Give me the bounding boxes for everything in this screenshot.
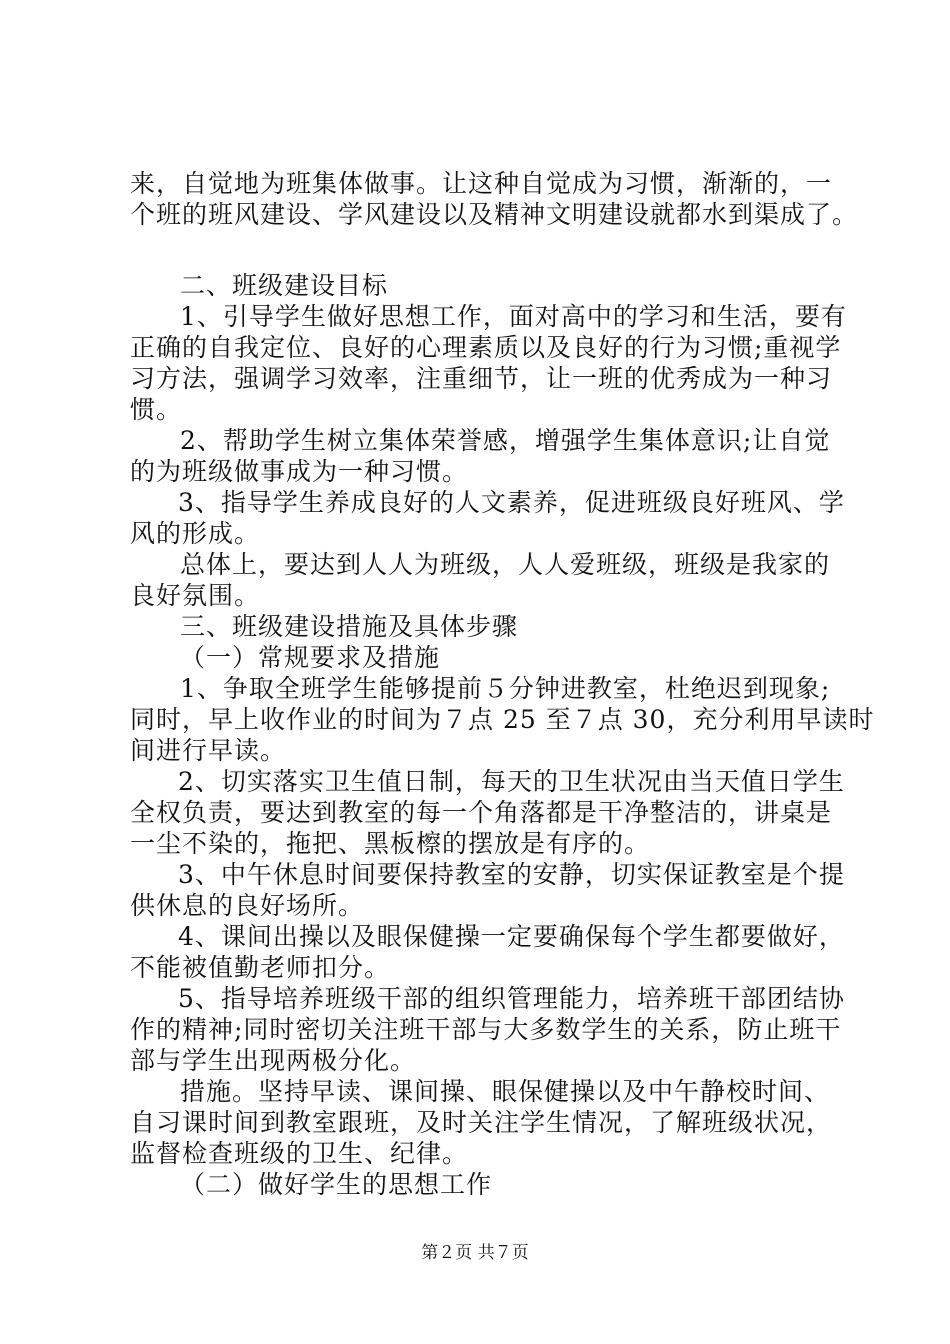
text-line: 4、课间出操以及眼保健操一定要确保每个学生都要做好， bbox=[178, 922, 845, 951]
text-line: 措施。坚持早读、课间操、眼保健操以及中午静校时间、 bbox=[180, 1077, 831, 1106]
text-line: 部与学生出现两极分化。 bbox=[130, 1046, 417, 1075]
paragraph bbox=[130, 766, 850, 859]
text-line: 习方法，强调学习效率，注重细节，让一班的优秀成为一种习 bbox=[130, 364, 833, 393]
text-line: 全权负责，要达到教室的每一个角落都是干净整洁的，讲桌是 bbox=[130, 798, 833, 827]
paragraph bbox=[130, 270, 850, 301]
text-line: 1、争取全班学生能够提前５分钟进教室，杜绝迟到现象; bbox=[180, 674, 831, 703]
text-line: 不能被值勤老师扣分。 bbox=[130, 953, 391, 982]
text-line: 2、帮助学生树立集体荣誉感，增强学生集体意识;让自觉 bbox=[180, 426, 831, 455]
document-body bbox=[130, 168, 875, 1200]
page-footer bbox=[0, 1242, 950, 1264]
paragraph bbox=[130, 549, 850, 611]
text-line: 3、指导学生养成良好的人文素养，促进班级良好班风、学 bbox=[178, 488, 845, 517]
paragraph bbox=[130, 983, 850, 1076]
text-line: 间进行早读。 bbox=[130, 736, 287, 765]
text-line: （二）做好学生的思想工作 bbox=[180, 1170, 493, 1199]
paragraph bbox=[130, 611, 850, 642]
text-line: （一）常规要求及措施 bbox=[180, 643, 441, 672]
text-line: 2、切实落实卫生值日制，每天的卫生状况由当天值日学生 bbox=[178, 767, 845, 796]
paragraph bbox=[130, 1076, 850, 1169]
text-line: 正确的自我定位、良好的心理素质以及良好的行为习惯;重视学 bbox=[130, 333, 842, 362]
text-line: 同时，早上收作业的时间为７点 25 至７点 30，充分利用早读时 bbox=[130, 705, 875, 734]
text-line: 作的精神;同时密切关注班干部与大多数学生的关系，防止班干 bbox=[130, 1015, 842, 1044]
paragraph bbox=[130, 642, 850, 673]
text-line: 1、引导学生做好思想工作，面对高中的学习和生活，要有 bbox=[180, 302, 847, 331]
text-line: 风的形成。 bbox=[130, 519, 261, 548]
text-line: 一尘不染的，拖把、黑板檫的摆放是有序的。 bbox=[130, 829, 651, 858]
text-line: 总体上，要达到人人为班级，人人爱班级，班级是我家的 bbox=[180, 550, 831, 579]
paragraph bbox=[130, 425, 850, 487]
text-line: 惯。 bbox=[130, 395, 183, 424]
text-line: 自习课时间到教室跟班，及时关注学生情况，了解班级状况， bbox=[130, 1108, 833, 1137]
paragraph-gap bbox=[130, 230, 850, 270]
text-line: 供休息的良好场所。 bbox=[130, 891, 365, 920]
paragraph bbox=[130, 168, 859, 230]
paragraph bbox=[130, 673, 875, 766]
text-line: 二、班级建设目标 bbox=[180, 271, 389, 300]
text-line: 监督检查班级的卫生、纪律。 bbox=[130, 1139, 469, 1168]
text-line: 5、指导培养班级干部的组织管理能力，培养班干部团结协 bbox=[178, 984, 845, 1013]
text-line: 三、班级建设措施及具体步骤 bbox=[180, 612, 519, 641]
page-number-label: 第２页 共７页 bbox=[421, 1243, 529, 1263]
text-line: 的为班级做事成为一种习惯。 bbox=[130, 457, 469, 486]
paragraph bbox=[130, 859, 850, 921]
paragraph bbox=[130, 301, 850, 425]
paragraph bbox=[130, 487, 850, 549]
text-line: 良好氛围。 bbox=[130, 581, 261, 610]
text-line: 3、中午休息时间要保持教室的安静，切实保证教室是个提 bbox=[178, 860, 845, 889]
text-line: 来，自觉地为班集体做事。让这种自觉成为习惯，渐渐的，一 bbox=[130, 169, 833, 198]
paragraph bbox=[130, 1169, 850, 1200]
paragraph bbox=[130, 921, 850, 983]
text-line: 个班的班风建设、学风建设以及精神文明建设就都水到渠成了。 bbox=[130, 200, 859, 229]
